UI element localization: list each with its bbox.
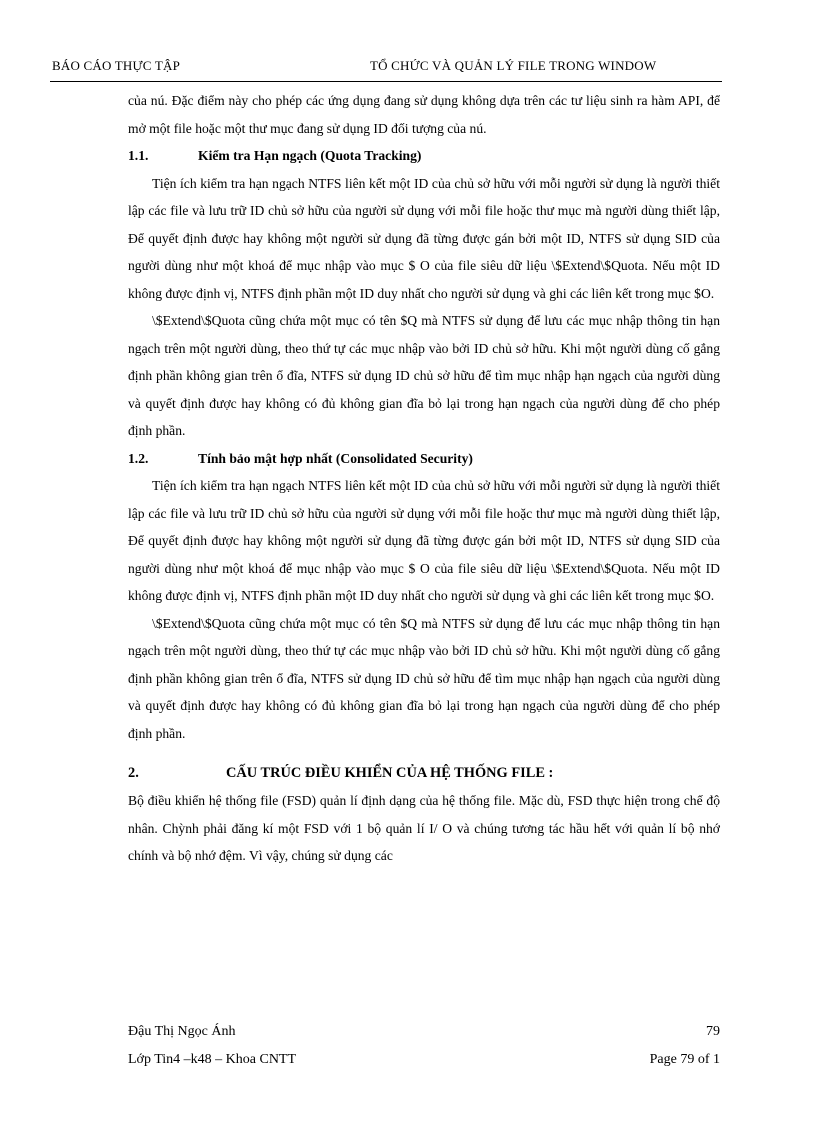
section-1-1-heading [128, 142, 720, 170]
footer-author: Đậu Thị Ngọc Ánh [128, 1024, 236, 1039]
footer-class-info: Lớp Tin4 –k48 – Khoa CNTT [128, 1052, 297, 1067]
section-2-title: CẤU TRÚC ĐIỀU KHIỂN CỦA HỆ THỐNG FILE : [226, 765, 554, 781]
footer-page-number: 79 [706, 1024, 720, 1039]
section-1-2-title: Tính bảo mật hợp nhất (Consolidated Security) [198, 450, 473, 466]
section-1-2-paragraph-2: \$Extend\$Quota cũng chứa một mục có tên $Q mà NTFS sử dụng để lưu các mục nhập thông tin hạn ngạch trên một người dùng, theo thứ tự các mục nhập vào bởi ID chủ sở hữu. Khi một người dùng cố gắng định phần không gian trên ổ đĩa, NTFS sử dụng ID chủ sở hữu để tìm mục nhập hạn ngạch của người dùng và quyết định được hay không có đủ không gian đĩa bỏ lại trong hạn ngạch của người dùng để cho phép định phần. [128, 615, 720, 741]
page-body [128, 87, 720, 870]
section-1-1-title: Kiểm tra Hạn ngạch (Quota Tracking) [198, 148, 422, 163]
section-1-2-number: 1.2. [128, 450, 149, 466]
section-2-heading [128, 759, 720, 787]
section-1-2-heading [128, 445, 720, 473]
header-right-title: TỔ CHỨC VÀ QUẢN LÝ FILE TRONG WINDOW [370, 58, 657, 73]
section-1-1-paragraph-2: \$Extend\$Quota cũng chứa một mục có tên $Q mà NTFS sử dụng để lưu các mục nhập thông tin hạn ngạch trên một người dùng, theo thứ tự các mục nhập vào bởi ID chủ sở hữu. Khi một người dùng cố gắng định phần không gian trên ổ đĩa, NTFS sử dụng ID chủ sở hữu để tìm mục nhập hạn ngạch của người dùng và quyết định được hay không có đủ không gian đĩa bỏ lại trong hạn ngạch của người dùng để cho phép định phần. [128, 313, 720, 438]
section-1-2-paragraph-1: Tiện ích kiểm tra hạn ngạch NTFS liên kết một ID của chủ sở hữu với mỗi người sử dụng là người thiết lập các file và lưu trữ ID chủ sở hữu của người sử dụng với mỗi file hoặc thư mục mà người dùng thiết lập, Để quyết định được hay không một người sử dụng đã từng được gán bởi một ID, NTFS sử dụng SID của người dùng như một khoá để mục nhập vào mục $ O của file siêu dữ liệu \$Extend\$Quota. Nếu một ID không được định vị, NTFS định phần một ID duy nhất cho người sử dụng và ghi các liên kết trong mục $O. [128, 478, 720, 603]
section-2-number: 2. [128, 765, 139, 781]
section-1-1-paragraph-1: Tiện ích kiểm tra hạn ngạch NTFS liên kết một ID của chủ sở hữu với mỗi người sử dụng là người thiết lập các file và lưu trữ ID chủ sở hữu của người sử dụng với mỗi file hoặc thư mục mà người dùng thiết lập, Để quyết định được hay không một người sử dụng đã từng được gán bởi một ID, NTFS sử dụng SID của người dùng như một khoá để mục nhập vào mục $ O của file siêu dữ liệu \$Extend\$Quota. Nếu một ID không được định vị, NTFS định phần một ID duy nhất cho người sử dụng và ghi các liên kết trong mục $O. [128, 175, 720, 301]
header-divider [50, 81, 722, 82]
footer-page-of: Page 79 of 1 [649, 1052, 720, 1067]
header-left-title: BÁO CÁO THỰC TẬP [52, 58, 181, 73]
intro-paragraph: của nú. Đặc điểm này cho phép các ứng dụng đang sử dụng không dựa trên các tư liệu sinh ra hàm API, để mở một file hoặc một thư mục đang sử dụng ID đối tượng của nú. [128, 93, 720, 136]
section-2-paragraph: Bộ điều khiển hệ thống file (FSD) quản lí định dạng của hệ thống file. Mặc dù, FSD thực hiện trong chế độ nhân. Chỳnh phải đăng kí một FSD với 1 bộ quản lí I/ O và chúng tương tác hầu hết với quản lí bộ nhớ chính và bộ nhớ đệm. Vì vậy, chúng sử dụng các [128, 793, 720, 863]
section-1-1-number: 1.1. [128, 148, 149, 163]
